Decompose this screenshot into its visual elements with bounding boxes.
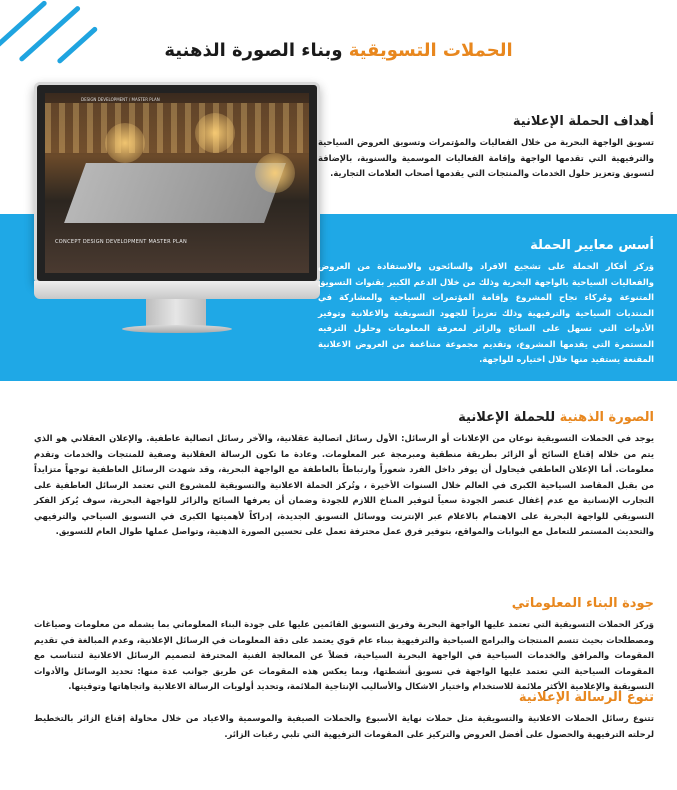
section-heading bbox=[34, 410, 654, 425]
monitor-bezel bbox=[34, 82, 320, 284]
page-title-accent: الحملات التسويقية bbox=[348, 40, 513, 62]
screen-deck bbox=[64, 163, 286, 223]
page-title-rest: وبناء الصورة الذهنية bbox=[164, 40, 349, 62]
screen-skyline bbox=[45, 103, 309, 153]
section-heading: جودة البناء المعلوماتي bbox=[511, 596, 654, 611]
section-body: تتنوع رسائل الحملات الاعلانية والتسويقية مثل حملات نهاية الأسبوع والحملات الصيفية والموسمية والاعياد من خلال محاولة إقناع الزائر بالتخطيط لرحلته الترفيهية والحصول على أفضل العروض والتركيز على المقومات الترفيهية التي تلبي رغبات الزائر. bbox=[34, 713, 654, 739]
section-heading: أسس معايير الحملة bbox=[530, 238, 654, 253]
screen-light bbox=[195, 113, 235, 153]
page-title bbox=[0, 40, 677, 61]
section-heading: تنوع الرسالة الإعلانية bbox=[518, 690, 654, 705]
section-heading: أهداف الحملة الإعلانية bbox=[512, 114, 654, 129]
section-information-quality bbox=[34, 596, 654, 695]
monitor-illustration bbox=[34, 82, 324, 342]
section-body: وَركز أفكار الحملة على تشجيع الافراد والسائحون والاستفادة من العروض والفعاليات السياحية بالواجهة البحرية وذلك من خلال الدعم الكبير بقنوات التسويق المتنوعة ومُركاء نجاح المشروع وإقامة المؤتمرات السياحية والمشاركة في المنتديات السياحية والترفيهية وذلك تعزيزاً للجهود التسويقية والاعلانية وتوفير الأدوات التي تسهل على السائح والزائر لمعرفة المعلومات وحلول الترفيه المستمرة التي يقدمها المشروع، وتقديم مجموعة متناغمة من العروض الاعلانية المقنعة يستفيد منها خلال اختياره للواجهة. bbox=[318, 261, 654, 364]
section-heading-accent: الصورة الذهنية bbox=[559, 410, 654, 425]
section-heading-rest: للحملة الإعلانية bbox=[458, 410, 560, 425]
screen-light bbox=[255, 153, 295, 193]
section-campaign-goals bbox=[318, 114, 654, 182]
screen-light bbox=[105, 123, 145, 163]
monitor-chin bbox=[34, 281, 320, 299]
monitor-stand-base bbox=[122, 325, 232, 333]
section-body: وَركز الحملات التسويقية التي تعتمد عليها الواجهة البحرية وفريق التسويق القائمين عليها على جودة البناء المعلوماتي بما يشمله من معلومات وصياغات ومصطلحات بحيث تتسم المنتجات والبرامج السياحية والترفيهية ببناء عام قوي يعتمد على دقة المعلومات في الرسائل الإعلانية، وعدم المبالغة في تقديم المقومات والمرافق والخدمات السياحية في الواجهة البحرية السياحية، فضلاً عن المعالجة الفنية المحترفة لتصميم الرسائل الاعلانية لتتناسب مع المقومات السياحية التي تعتمد عليها الواجهة في تسويق أنشطتها، وبما يعكس هذه المقومات عن طريق جوانب عدة منها: تحديد الوسائل والأدوات التسويقية والإعلامية الأكثر ملائمة للاستخدام واختيار الاشكال والأساليب الإنتاجية الملائمة، وتحديد أولويات الرسالة الاعلانية واتجاهاتها وتوقيتها. bbox=[34, 619, 654, 691]
screen-top-text: DESIGN DEVELOPMENT / MASTER PLAN bbox=[81, 97, 160, 102]
section-mental-image bbox=[34, 410, 654, 540]
section-message-variety bbox=[34, 690, 654, 742]
section-campaign-criteria bbox=[318, 238, 654, 368]
monitor-stand-neck bbox=[146, 299, 206, 327]
monitor-screen bbox=[45, 93, 309, 273]
section-body: تسويق الواجهة البحرية من خلال الفعاليات والمؤتمرات وتسويق العروض السياحية والترفيهية التي تقدمها الواجهة وإقامة الفعاليات الموسمية والسنوية، بالإضافة لتسويق وتعزيز حلول الخدمات والمنتجات التي يقدمها أصحاب العلامات التجارية. bbox=[318, 137, 654, 178]
screen-caption: CONCEPT DESIGN DEVELOPMENT MASTER PLAN bbox=[55, 239, 188, 245]
section-body: يوجد في الحملات التسويقية نوعان من الإعلانات أو الرسائل: الأول رسائل اتصالية عقلانية، والآخر رسائل اتصالية عاطفية. والإعلان العقلاني هو الذي يتم من خلاله إقناع السائح أو الزائر بطريقة منطقية ومبرمجة عبر المعلومات. وعادة ما تكون الرسالة العقلانية وصفية للمنتجات والخدمات وتقدم معلومات. أما الإعلان العاطفي فيحاول أن يوفر داخل الفرد شعوراً وارتباطاً بالعاطفة مع الواجهة البحرية، وقد شهدت الرسائل العاطفية توجهاً متزايداً من بقبل المقاصد السياحية الكبرى في العالم خلال السنوات الأخيرة ، وتُركز الحملة الاعلانية والتسويقية للمشروع التي تعتمد الرسائل العاطفية على التجارب الإنسانية مع عدم إغفال عنصر الجودة سعياً لتوفير المناخ اللازم للجودة وضمان أن يعرفها السائح والزائر للواجهة البحرية، سوف يُركز الفكر التسويقي للواجهة البحرية على الاهتمام بالاعلام عبر الإنترنت ووسائل التسويق الجديدة، إدراكاً لأهميتها الكبرى في التسويق السياحي والترفيهي والتحديث المستمر للتعامل مع البوابات والمواقع، بتوفير فرق عمل محترفة تعمل على تحسين الصورة الذهنية، وتواصل عملها طوال العام للتسويق. bbox=[34, 433, 654, 536]
